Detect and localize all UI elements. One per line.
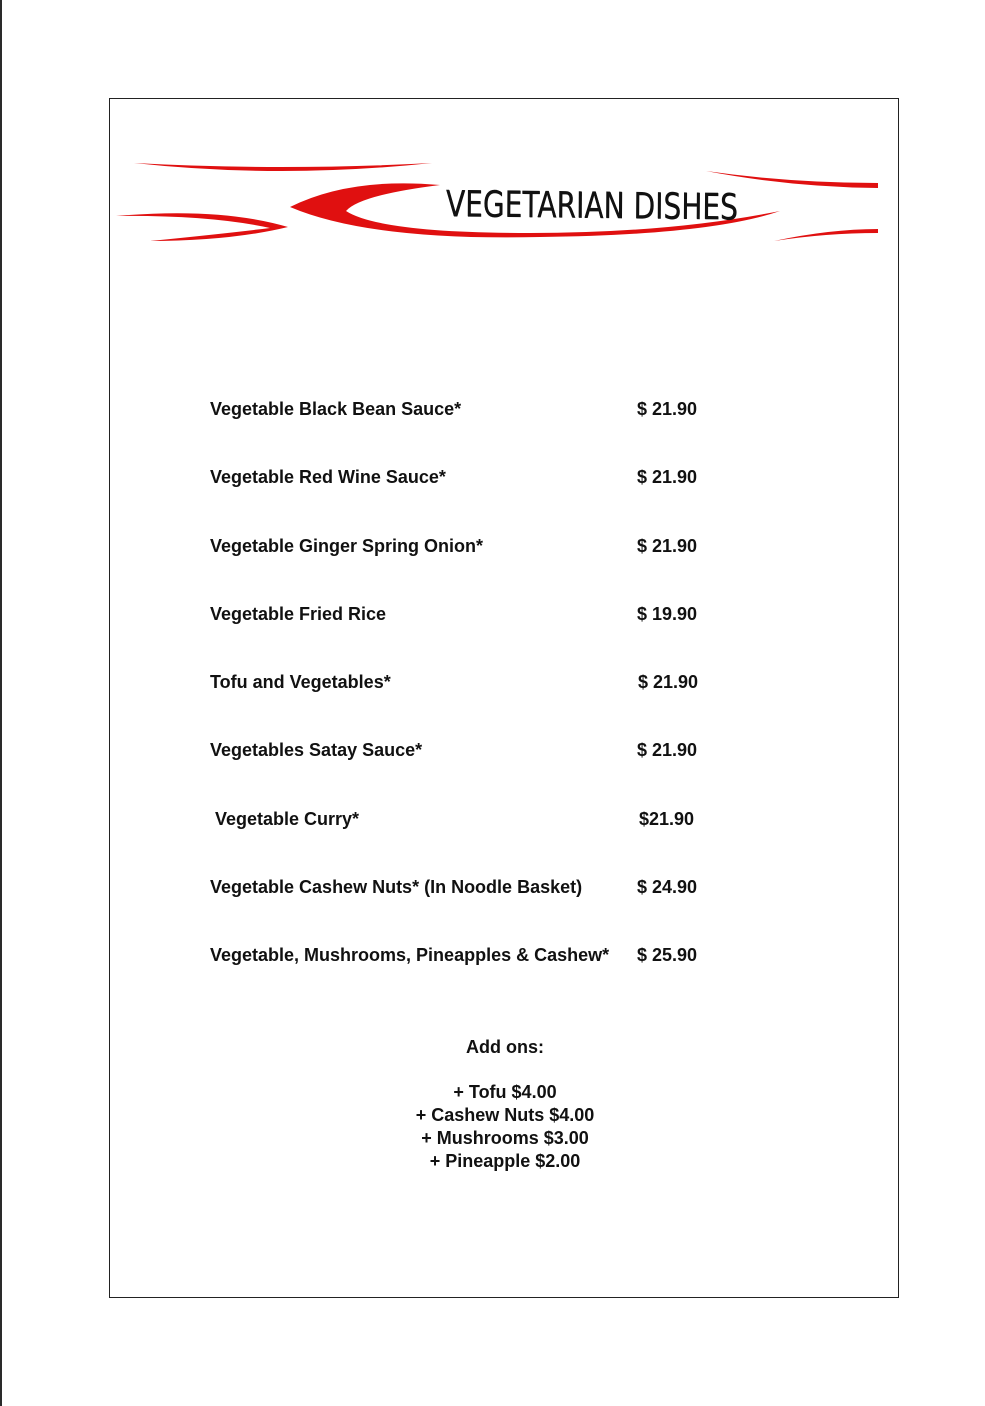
addon-item: + Cashew Nuts $4.00 <box>415 1105 595 1125</box>
swoosh-stroke-bottom-right <box>774 229 878 241</box>
dish-name: Vegetable Red Wine Sauce* <box>210 467 446 487</box>
swoosh-stroke-left <box>116 213 288 241</box>
menu-page <box>109 98 899 1298</box>
dish-price: $ 21.90 <box>637 536 698 556</box>
dish-row <box>210 877 730 901</box>
dish-price: $ 21.90 <box>637 399 698 419</box>
dish-name: Vegetable, Mushrooms, Pineapples & Cashew* <box>210 945 610 965</box>
addon-item: + Tofu $4.00 <box>453 1082 557 1102</box>
page-title: VEGETARIAN DISHES <box>445 184 738 229</box>
dish-price: $ 19.90 <box>637 604 698 624</box>
dish-row <box>210 536 730 560</box>
dish-name: Vegetables Satay Sauce* <box>210 740 423 760</box>
addon-item: + Mushrooms $3.00 <box>421 1128 589 1148</box>
dish-row <box>210 467 730 491</box>
dish-name: Vegetable Cashew Nuts* (In Noodle Basket) <box>210 877 583 897</box>
dish-price: $ 21.90 <box>638 672 699 692</box>
dish-row <box>210 672 730 696</box>
dish-name: Vegetable Curry* <box>210 809 360 829</box>
addons-heading: Add ons: <box>466 1037 544 1057</box>
dish-row <box>210 604 730 628</box>
dish-row <box>210 399 730 423</box>
dish-price: $ 21.90 <box>637 740 698 760</box>
dish-name: Tofu and Vegetables* <box>210 672 391 692</box>
dish-name: Vegetable Ginger Spring Onion* <box>210 536 484 556</box>
dish-price: $21.90 <box>639 809 695 829</box>
dish-price: $ 21.90 <box>637 467 698 487</box>
dish-row <box>210 740 730 764</box>
dish-name: Vegetable Fried Rice <box>210 604 387 624</box>
swoosh-stroke-top-left <box>134 163 432 171</box>
dish-row <box>210 809 730 833</box>
dish-name: Vegetable Black Bean Sauce* <box>210 399 462 419</box>
dish-price: $ 24.90 <box>637 877 698 897</box>
dish-price: $ 25.90 <box>637 945 698 965</box>
page-edge-line <box>0 0 2 1406</box>
swoosh-stroke-top-right <box>706 171 878 188</box>
addon-item: + Pineapple $2.00 <box>429 1151 581 1171</box>
dish-row <box>210 945 730 969</box>
